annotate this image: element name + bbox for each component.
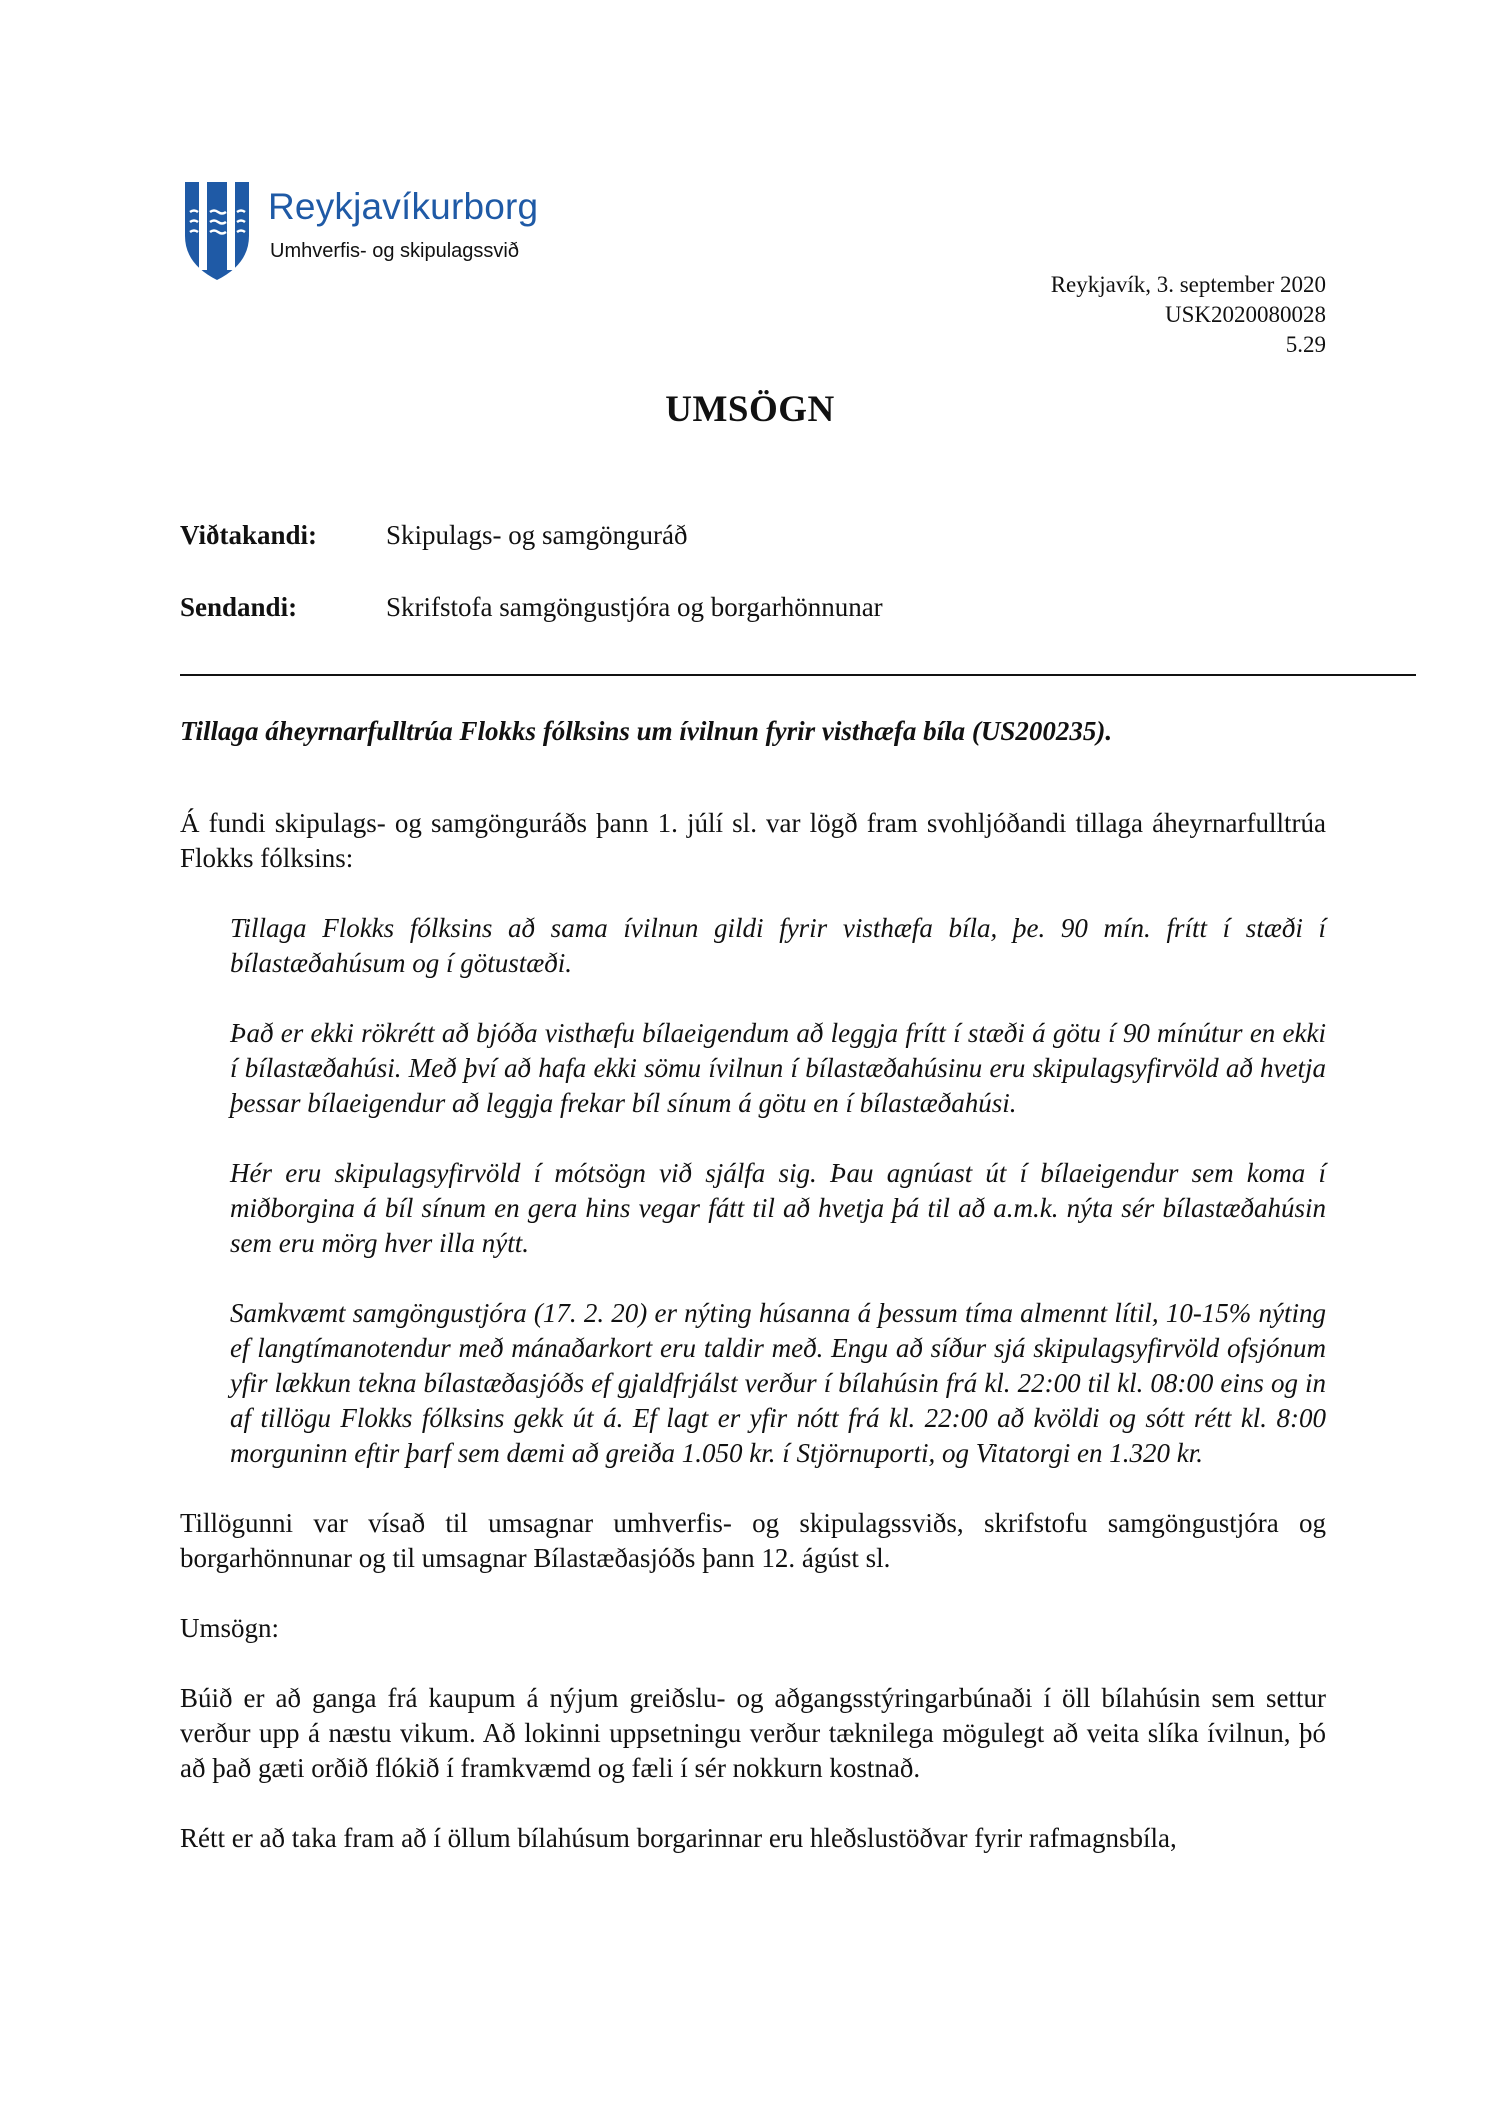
quote-paragraph: Tillaga Flokks fólksins að sama ívilnun gildi fyrir visthæfa bíla, þe. 90 mín. frítt í stæði í bílastæðahúsum og í götustæði.: [230, 913, 1326, 978]
item-number: 5.29: [1285, 332, 1326, 357]
reykjavik-shield-icon: [182, 178, 252, 282]
quote-paragraph: Samkvæmt samgöngustjóra (17. 2. 20) er nýting húsanna á þessum tíma almennt lítil, 10-15% nýting ef langtímanotendur með mánaðarkort eru taldir með. Engu að síður sjá skipulagsyfirvöld ofsjónum yfir lækkun tekna bílastæðasjóðs ef gjaldfrjálst verður í bílahúsin frá kl. 22:00 til kl. 08:00 eins og in af tillögu Flokks fólksins gekk út á. Ef lagt er yfir nótt frá kl. 22:00 að kvöldi og sótt rétt kl. 8:00 morguninn eftir þarf sem dæmi að greiða 1.050 kr. í Stjörnuporti, og Vitatorgi en 1.320 kr.: [230, 1298, 1326, 1468]
opinion-paragraph: Búið er að ganga frá kaupum á nýjum greiðslu- og aðgangsstýringarbúnaði í öll bílahúsin sem settur verður upp á næstu vikum. Að lokinni uppsetningu verður tæknilega mögulegt að veita slíka ívilnun, þó að það gæti orðið flókið í framkvæmd og fæli í sér nokkurn kostnað.: [180, 1683, 1326, 1783]
subject-line: Tillaga áheyrnarfulltrúa Flokks fólksins um ívilnun fyrir visthæfa bíla (US200235).: [180, 716, 1113, 746]
page-title: UMSÖGN: [665, 389, 835, 430]
division-name: Umhverfis- og skipulagssvið: [270, 240, 519, 262]
reykjavik-logo: [182, 178, 602, 288]
quote-paragraph: Það er ekki rökrétt að bjóða visthæfu bílaeigendum að leggja frítt í stæði á götu í 90 mínútur en ekki í bílastæðahúsi. Með því að hafa ekki sömu ívilnun í bílastæðahúsinu eru skipulagsyfirvöld að hvetja þessar bílaeigendur að leggja frekar bíl sínum á götu en í bílastæðahúsi.: [230, 1018, 1326, 1118]
document-body: [180, 806, 1326, 1856]
recipient-value: Skipulags- og samgönguráð: [386, 520, 688, 550]
document-meta: [1051, 270, 1326, 360]
opinion-paragraph: Rétt er að taka fram að í öllum bílahúsum borgarinnar eru hleðslustöðvar fyrir rafmagnsbíla,: [180, 1823, 1177, 1853]
sender-value: Skrifstofa samgöngustjóra og borgarhönnunar: [386, 592, 883, 622]
recipient-label: Viðtakandi:: [180, 520, 318, 550]
intro-paragraph: Á fundi skipulags- og samgönguráðs þann 1. júlí sl. var lögð fram svohljóðandi tillaga áheyrnarfulltrúa Flokks fólksins:: [180, 808, 1326, 873]
case-number: USK2020080028: [1164, 302, 1326, 327]
divider: [180, 674, 1416, 676]
opinion-heading: Umsögn:: [180, 1613, 280, 1643]
sender-label: Sendandi:: [180, 592, 298, 622]
brand-name: Reykjavíkurborg: [268, 186, 539, 227]
referral-paragraph: Tillögunni var vísað til umsagnar umhverfis- og skipulagssviðs, skrifstofu samgöngustjóra og borgarhönnunar og til umsagnar Bílastæðasjóðs þann 12. ágúst sl.: [180, 1508, 1326, 1573]
document-date: Reykjavík, 3. september 2020: [1050, 272, 1326, 297]
quote-paragraph: Hér eru skipulagsyfirvöld í mótsögn við sjálfa sig. Þau agnúast út í bílaeigendur sem koma í miðborgina á bíl sínum en gera hins vegar fátt til að hvetja þá til að a.m.k. nýta sér bílastæðahúsin sem eru mörg hver illa nýtt.: [230, 1158, 1326, 1258]
